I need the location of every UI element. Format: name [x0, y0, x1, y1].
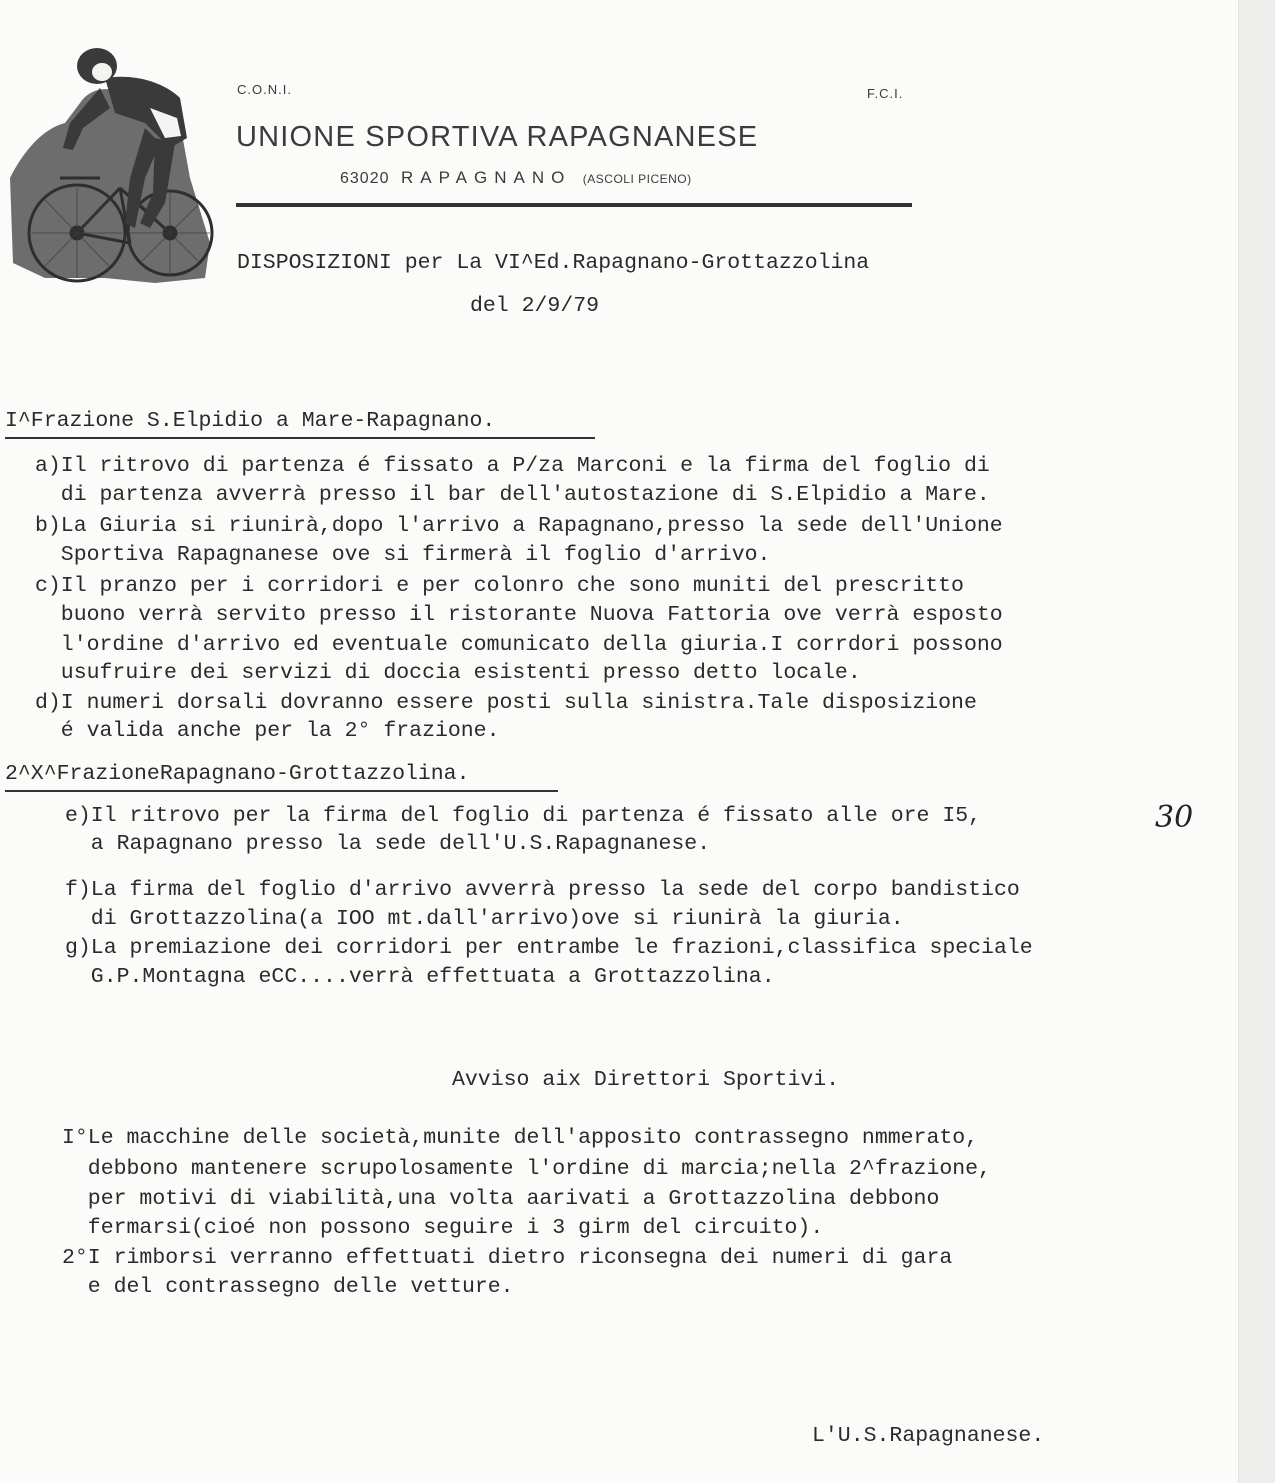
section-2-underline [5, 790, 558, 792]
scan-edge [1238, 0, 1275, 1483]
coni-label: C.O.N.I. [237, 82, 292, 97]
province: (ASCOLI PICENO) [582, 172, 692, 186]
section-2-heading: 2^X^FrazioneRapagnano-Grottazzolina. [5, 762, 470, 786]
letterhead-rule [236, 203, 912, 207]
section-2-line: di Grottazzolina(a IOO mt.dall'arrivo)ove si riunirà la giuria. [65, 907, 904, 931]
notice-line: e del contrassegno delle vetture. [62, 1275, 514, 1299]
section-1-line: b)La Giuria si riunirà,dopo l'arrivo a Rapagnano,presso la sede dell'Unione [35, 514, 1003, 538]
section-1-underline [5, 437, 595, 439]
organization-address [340, 168, 692, 188]
notice-line: I°Le macchine delle società,munite dell'apposito contrassegno nmmerato, [62, 1126, 979, 1150]
organization-name: UNIONE SPORTIVA RAPAGNANESE [236, 121, 759, 153]
section-1-line: c)Il pranzo per i corridori e per colonro che sono muniti del prescritto [35, 574, 964, 598]
section-1-line: a)Il ritrovo di partenza é fissato a P/za Marconi e la firma del foglio di [35, 454, 990, 478]
cyclist-logo-icon [5, 28, 215, 293]
section-1-heading: I^Frazione S.Elpidio a Mare-Rapagnano. [5, 409, 496, 433]
section-1-line: usufruire dei servizi di doccia esistenti presso detto locale. [35, 661, 861, 685]
section-2-line: f)La firma del foglio d'arrivo avverrà presso la sede del corpo bandistico [65, 878, 1020, 902]
section-1-line: d)I numeri dorsali dovranno essere posti sulla sinistra.Tale disposizione [35, 691, 977, 715]
section-1-line: l'ordine d'arrivo ed eventuale comunicato della giuria.I corrdori possono [35, 633, 1003, 657]
section-1-line: é valida anche per la 2° frazione. [35, 719, 500, 743]
document-date: del 2/9/79 [470, 294, 600, 318]
handwritten-time: 30 [1155, 800, 1194, 835]
notice-line: fermarsi(cioé non possono seguire i 3 girm del circuito). [62, 1216, 824, 1240]
section-2-line: a Rapagnano presso la sede dell'U.S.Rapagnanese. [65, 832, 711, 856]
notice-heading: Avviso aix Direttori Sportivi. [452, 1068, 840, 1092]
section-1-line: di partenza avverrà presso il bar dell'autostazione di S.Elpidio a Mare. [35, 483, 990, 507]
notice-line: debbono mantenere scrupolosamente l'ordine di marcia;nella 2^frazione, [62, 1157, 991, 1181]
notice-line: 2°I rimborsi verranno effettuati dietro riconsegna dei numeri di gara [62, 1246, 953, 1270]
section-2-line: e)Il ritrovo per la firma del foglio di partenza é fissato alle ore I5, [65, 804, 982, 828]
section-2-line: g)La premiazione dei corridori per entrambe le frazioni,classifica speciale [65, 936, 1033, 960]
section-2-line: G.P.Montagna eCC....verrà effettuata a Grottazzolina. [65, 965, 775, 989]
section-1-line: buono verrà servito presso il ristorante Nuova Fattoria ove verrà esposto [35, 603, 1003, 627]
postcode: 63020 [340, 170, 390, 187]
section-1-line: Sportiva Rapagnanese ove si firmerà il foglio d'arrivo. [35, 543, 771, 567]
notice-line: per motivi di viabilità,una volta aarivati a Grottazzolina debbono [62, 1187, 940, 1211]
document-title: DISPOSIZIONI per La VI^Ed.Rapagnano-Grottazzolina [237, 251, 870, 275]
signature: L'U.S.Rapagnanese. [812, 1424, 1045, 1448]
city: RAPAGNANO [400, 168, 572, 187]
fci-label: F.C.I. [867, 86, 904, 101]
